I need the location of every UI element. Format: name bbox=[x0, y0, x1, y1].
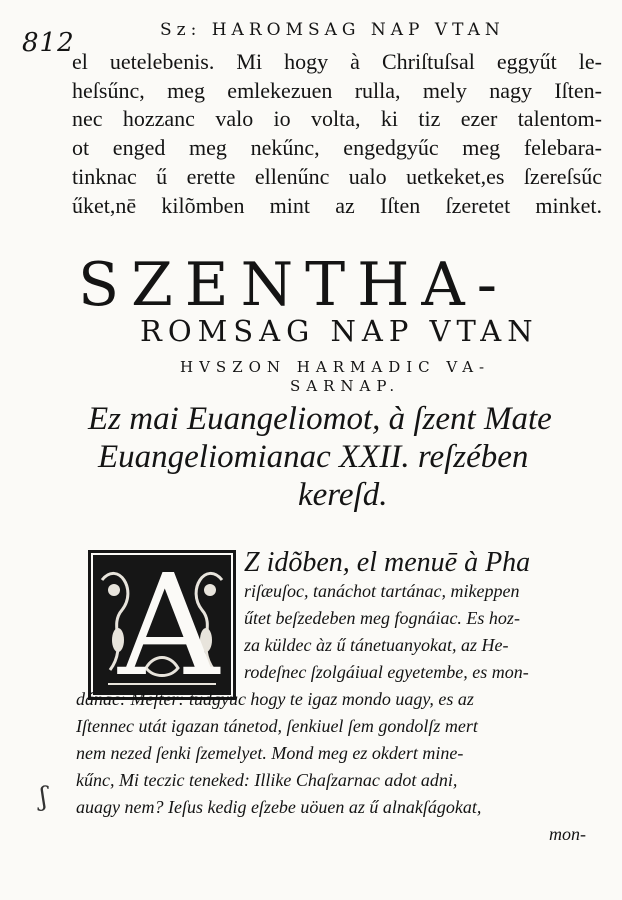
reference-line: kereſd. bbox=[298, 477, 388, 513]
gospel-line: kűnc, Mi teczic teneked: Illike Chaſzarnac adot adni, bbox=[76, 770, 458, 790]
gospel-line: auagy nem? Ieſus kedig eſzebe uöuen az ű alnakſágokat, bbox=[76, 797, 482, 817]
body-paragraph bbox=[72, 48, 602, 220]
page-number: 812 bbox=[22, 28, 75, 58]
gospel-paragraph bbox=[76, 545, 606, 848]
body-line: nec hozzanc valo io volta, ki tiz ezer talentom- bbox=[72, 106, 602, 132]
title-line-2: ROMSAG NAP VTAN bbox=[140, 314, 539, 348]
title-line-4: SARNAP. bbox=[290, 377, 401, 395]
drop-cap-letter: A bbox=[118, 545, 220, 708]
gospel-line: za küldec àz ű tánetuanyokat, az He- bbox=[244, 635, 509, 655]
gospel-line: riſæuſoc, tanáchot tartánac, mikeppen bbox=[244, 581, 520, 601]
reference-line: Euangeliomianac XXII. reſzében bbox=[98, 439, 529, 475]
gospel-reference bbox=[88, 400, 608, 514]
margin-mark-icon: ʃ bbox=[40, 782, 48, 812]
running-head: Sz: HAROMSAG NAP VTAN bbox=[160, 20, 505, 40]
catchword: mon- bbox=[549, 824, 586, 844]
body-line: heſsűnc, meg emlekezuen rulla, mely nagy Iſten- bbox=[72, 77, 602, 103]
gospel-line: űtet beſzedeben meg fognáiac. Es hoz- bbox=[244, 608, 520, 628]
title-line-1: SZENTHA- bbox=[78, 250, 510, 320]
body-line: el uetelebenis. Mi hogy à Chriſtuſsal eggyűt le- bbox=[72, 49, 602, 74]
body-line: tinknac ű erette ellenűnc ualo uetkeket,es ſzereſsűc bbox=[72, 163, 602, 189]
body-line: ot enged meg nekűnc, engedgyűc meg felebara- bbox=[72, 135, 602, 161]
title-line-3: HVSZON HARMADIC VA- bbox=[180, 358, 491, 376]
gospel-first-line: Z idõben, el menuē à Pha bbox=[244, 547, 531, 578]
gospel-line: Iſtennec utát igazan tánetod, ſenkiuel ſem gondolſz mert bbox=[76, 716, 478, 736]
gospel-line: nem nezed ſenki ſzemelyet. Mond meg ez okdert mine- bbox=[76, 743, 464, 763]
body-line: űket,nē kilõmben mint az Iſten ſzeretet minket. bbox=[72, 192, 602, 218]
gospel-line: dánac: Meſter: tudgyuc hogy te igaz mondo uagy, es az bbox=[76, 689, 474, 709]
reference-line: Ez mai Euangeliomot, à ſzent Mate bbox=[88, 401, 552, 437]
gospel-line: rodeſnec ſzolgáiual egyetembe, es mon- bbox=[244, 662, 529, 682]
